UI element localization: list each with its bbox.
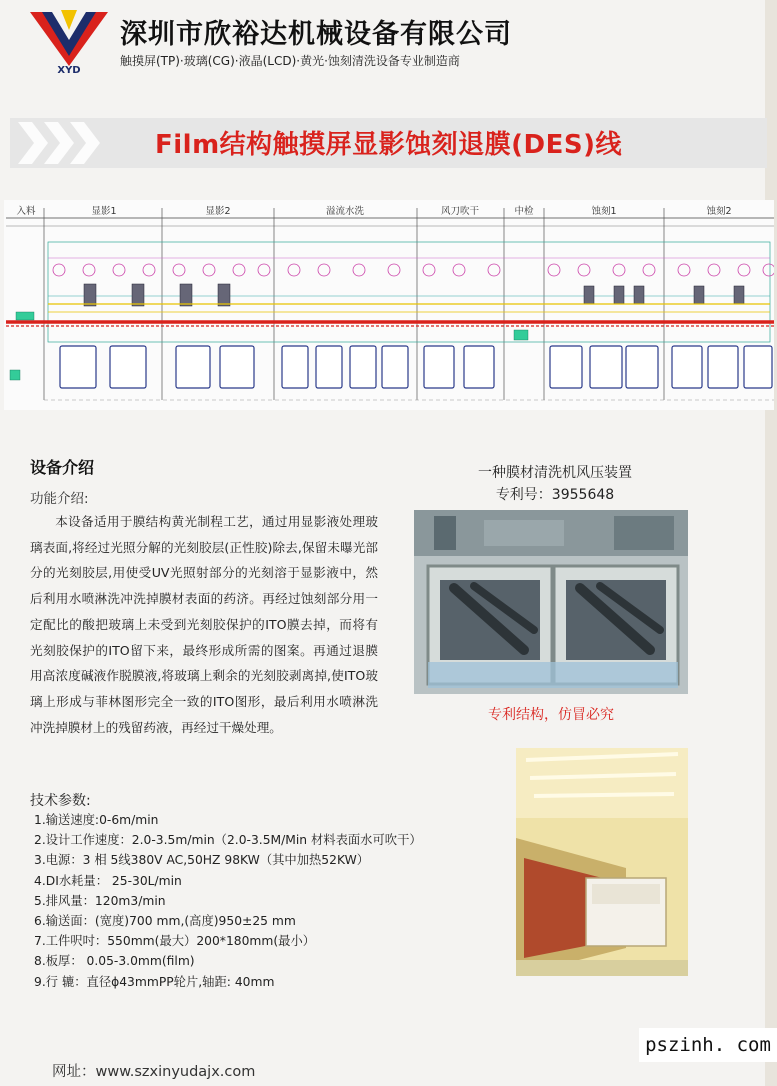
patent-number: 专利号：3955648 (495, 487, 615, 503)
company-tagline: 触摸屏(TP)·玻璃(CG)·液晶(LCD)·黄光·蚀刻清洗设备专业制造商 (120, 54, 460, 68)
section-label: 蚀刻2 (706, 206, 732, 217)
section-label: 蚀刻1 (591, 206, 617, 217)
list-item: 4.DI水耗量： 25-30L/min (34, 873, 182, 888)
production-line-photo (516, 748, 688, 976)
section-label: 显影2 (205, 206, 231, 217)
intro-paragraph: 本设备适用于膜结构黄光制程工艺，通过用显影液处理玻璃表面,将经过光照分解的光刻胶层(正性胶)除去,保留未曝光部分的光刻胶层,用使受UV光照射部分的光刻溶于显影液中，然后利用水喷淋洗冲洗掉膜材表面的药济。再经过蚀刻部分用一定配比的酸把玻璃上未受到光刻胶保护的ITO膜去掉，而将有光刻胶保护的ITO留下来，最终形成所需的图案。再通过退膜用高浓度碱液作脱膜液,将玻璃上剩余的光刻胶剥离掉,使ITO玻璃上形成与菲林图形完全一致的ITO图形，最后利用水喷淋洗冲洗掉膜材上的残留药液，再经过干燥处理。 (30, 514, 378, 735)
section-label: 入料 (16, 206, 36, 217)
tech-spec-list (34, 810, 422, 992)
company-name: 深圳市欣裕达机械设备有限公司 (120, 19, 512, 50)
list-item: 7.工件呎吋：550mm(最大）200*180mm(最小） (34, 934, 316, 949)
logo-text: XYD (57, 65, 81, 74)
patent-device-photo (414, 510, 688, 694)
section-label: 风刀吹干 (440, 206, 480, 217)
company-logo (28, 8, 110, 74)
list-item: 2.设计工作速度：2.0-3.5m/min（2.0-3.5M/Min 材料表面水可吹干） (34, 833, 422, 848)
section-heading-tech: 技术参数: (30, 793, 91, 809)
page-title: Film结构触摸屏显影蚀刻退膜(DES)线 (154, 130, 622, 160)
list-item: 6.输送面：(宽度)700 mm,(高度)950±25 mm (34, 914, 296, 929)
function-subheading: 功能介绍: (30, 491, 89, 507)
section-label: 溢流水洗 (325, 206, 365, 217)
list-item: 8.板厚： 0.05-3.0mm(film) (34, 954, 195, 969)
website-url: 网址：www.szxinyudajx.com (52, 1064, 256, 1080)
list-item: 3.电源：3 相 5线380V AC,50HZ 98KW（其中加热52KW） (34, 853, 370, 868)
patent-title: 一种膜材清洗机风压装置 (478, 465, 632, 481)
section-label: 中检 (514, 206, 534, 217)
patent-notice: 专利结构，仿冒必究 (488, 707, 614, 723)
site-watermark: pszinh. com (639, 1028, 777, 1062)
section-heading-intro: 设备介绍 (30, 458, 95, 477)
list-item: 9.行 辘：直径ϕ43mmPP轮片,轴距: 40mm (34, 974, 275, 989)
list-item: 5.排风量：120m3/min (34, 893, 166, 908)
list-item: 1.输送速度:0-6m/min (34, 813, 159, 827)
section-label: 显影1 (91, 206, 117, 217)
equipment-layout-diagram (4, 200, 774, 410)
